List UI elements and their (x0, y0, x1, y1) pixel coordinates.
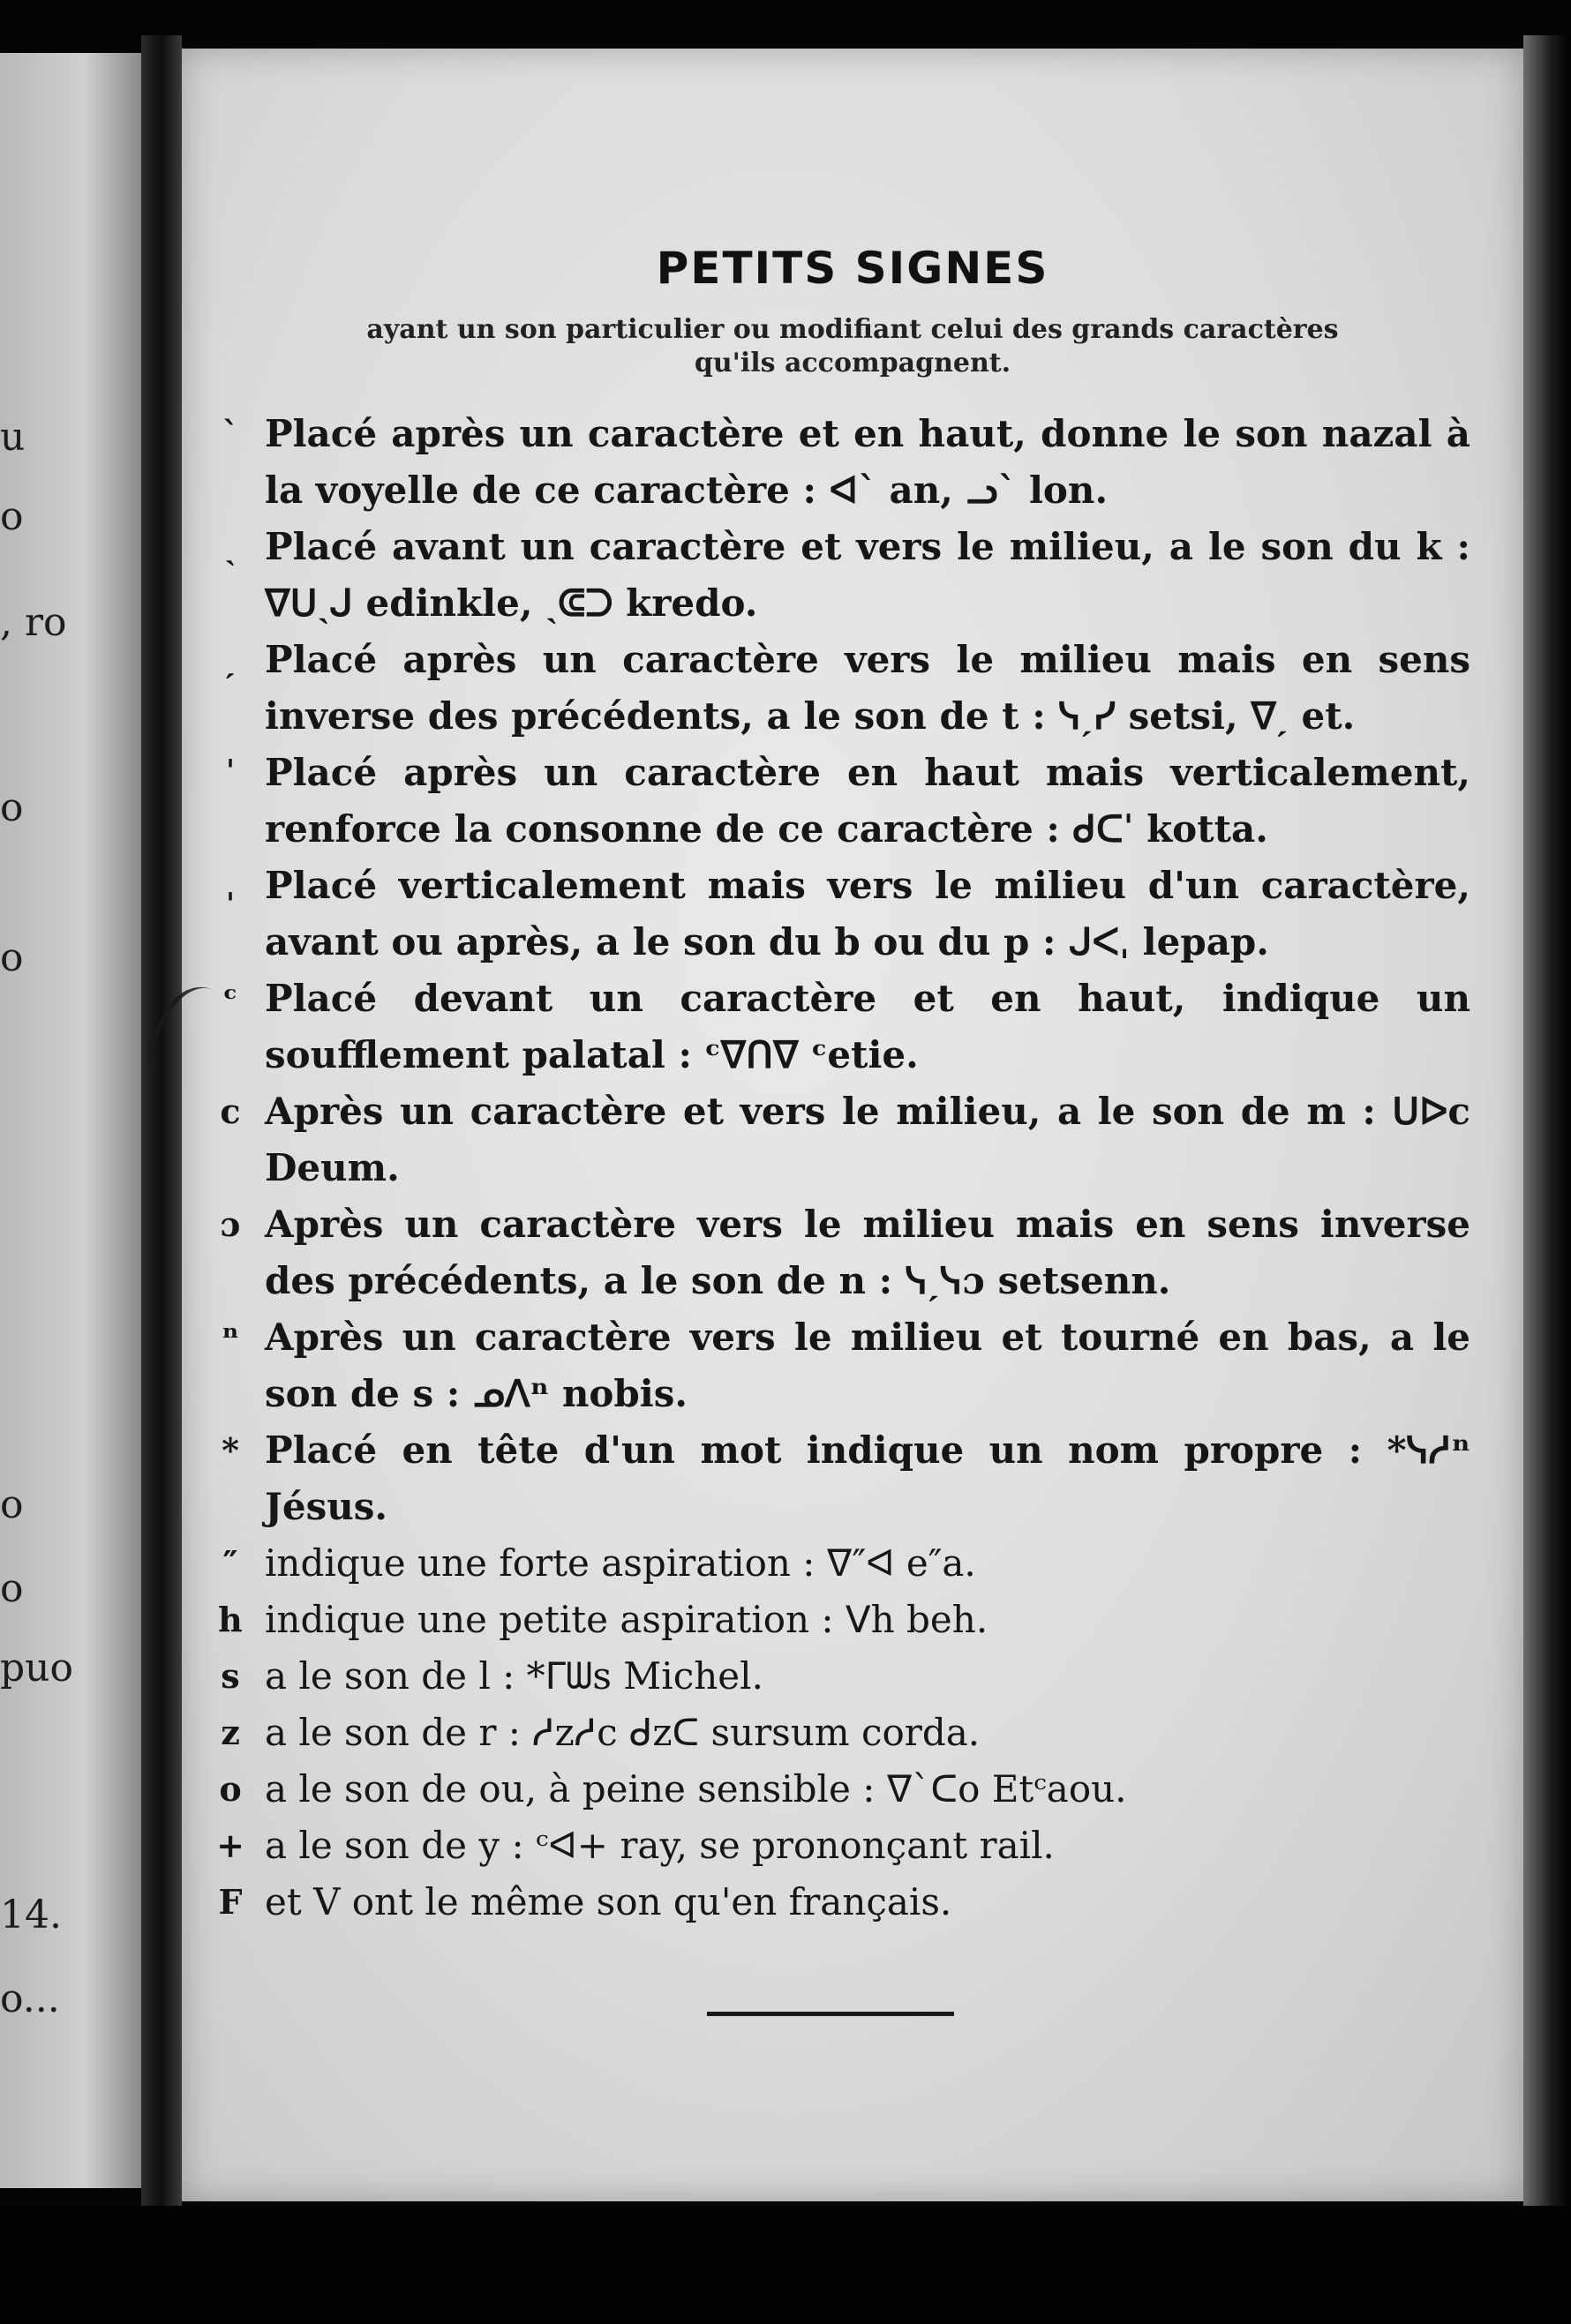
sign-mark: c (220, 1091, 241, 1131)
sign-entry (208, 1535, 1470, 1592)
sign-mark: ᶜ (222, 978, 238, 1018)
sign-entry (208, 1422, 1470, 1535)
sign-mark: h (218, 1600, 243, 1639)
sign-description: a le son de ou, à peine sensible : ᐁˋᑕo Etᶜaou. (265, 1767, 1127, 1810)
left-page-fragment: o (0, 1482, 24, 1527)
subtitle-line-1: ayant un son particulier ou modifiant celui des grands caractères (366, 314, 1339, 345)
sign-entry (208, 745, 1470, 858)
sign-mark: + (216, 1825, 244, 1865)
sign-mark: o (219, 1769, 242, 1809)
sign-entry (208, 406, 1470, 519)
sign-entry (208, 1648, 1470, 1705)
sign-mark: F (218, 1882, 243, 1922)
left-page-fragment: o... (0, 1976, 60, 2021)
sign-description: a le son de y : ᶜᐊ+ ray, se prononçant rail. (265, 1824, 1055, 1867)
sign-description: Placé après un caractère vers le milieu mais en sens inverse des précédents, a le son de t : ᓭˏᓯ setsi, ᐁˏ et. (265, 638, 1470, 738)
book-gutter (141, 35, 182, 2206)
sign-entry (208, 1818, 1470, 1874)
sign-mark: ⁿ (222, 1317, 239, 1357)
sign-entry (208, 1083, 1470, 1196)
sign-description: et V ont le même son qu'en français. (265, 1880, 952, 1923)
left-page-fragment: o (0, 935, 24, 980)
sign-entry (208, 1592, 1470, 1648)
sign-mark: ˋ (222, 414, 239, 454)
sign-mark: ˈ (225, 753, 236, 792)
sign-mark: * (222, 1430, 239, 1470)
sign-description: a le son de r : ᓱzᓱc ᑯzᑕ sursum corda. (265, 1711, 981, 1754)
sign-description: a le son de l : *ᒥᗯs Michel. (265, 1654, 763, 1698)
sign-description: Après un caractère vers le milieu et tourné en bas, a le son de s : ᓄᐱⁿ nobis. (265, 1316, 1470, 1415)
sign-description: Après un caractère et vers le milieu, a le son de m : ᑌᐅc Deum. (265, 1090, 1470, 1189)
left-page-fragment: o (0, 785, 24, 830)
signs-list (208, 406, 1470, 1930)
microfilm-bottom-band (0, 2206, 1571, 2324)
left-page-fragment: o (0, 494, 24, 539)
sign-entry (208, 1309, 1470, 1422)
sign-description: indique une forte aspiration : ᐁ″ᐊ e″a. (265, 1541, 976, 1585)
document-page (182, 49, 1523, 2201)
sign-entry (208, 1705, 1470, 1761)
page-subtitle (226, 313, 1479, 380)
sign-description: Placé après un caractère et en haut, donne le son nazal à la voyelle de ce caractère : ᐊˋ an, ᓗˋ lon. (265, 412, 1470, 512)
left-facing-page (0, 53, 141, 2188)
sign-description: Placé en tête d'un mot indique un nom propre : *ᓭᓱⁿ Jésus. (265, 1428, 1470, 1528)
sign-entry (208, 971, 1470, 1083)
sign-mark: ˌ (225, 866, 236, 905)
sign-mark: ″ (222, 1543, 238, 1583)
sign-mark: z (221, 1713, 240, 1752)
sign-description: Placé devant un caractère et en haut, indique un soufflement palatal : ᶜᐁᑎᐁ ᶜetie. (265, 977, 1470, 1076)
sign-description: Placé verticalement mais vers le milieu d'un caractère, avant ou après, a le son du b ou du p : ᒍᐸˌ lepap. (265, 864, 1470, 963)
sign-entry (208, 858, 1470, 971)
sign-entry (208, 1196, 1470, 1309)
sign-entry (208, 519, 1470, 632)
sign-entry (208, 1874, 1470, 1930)
left-page-fragment: puo (0, 1646, 73, 1691)
subtitle-line-2: qu'ils accompagnent. (694, 348, 1011, 379)
left-page-fragment: , ro (0, 600, 67, 645)
closing-rule (707, 2012, 954, 2016)
left-page-fragment: o (0, 1566, 24, 1611)
sign-entry (208, 632, 1470, 745)
sign-mark: ɔ (220, 1204, 241, 1244)
sign-mark: ˏ (224, 640, 237, 679)
sign-description: Placé avant un caractère et vers le milieu, a le son du k : ᐁᑌˎᒍ edinkle, ˎᕳᑐ kredo. (265, 525, 1470, 625)
sign-mark: ˎ (224, 527, 237, 566)
sign-mark: s (221, 1656, 240, 1696)
sign-description: Après un caractère vers le milieu mais en sens inverse des précédents, a le son de n : ᓭˏᓭɔ setsenn. (265, 1203, 1470, 1302)
right-page-edge (1523, 35, 1571, 2215)
left-page-fragment: u (0, 415, 26, 460)
sign-description: Placé après un caractère en haut mais verticalement, renforce la consonne de ce caractère : ᑯᑕˈ kotta. (265, 751, 1470, 851)
sign-description: indique une petite aspiration : ᐯh beh. (265, 1598, 988, 1641)
left-page-fragment: 14. (0, 1893, 62, 1938)
sign-entry (208, 1761, 1470, 1818)
page-title: PETITS SIGNES (656, 243, 1049, 294)
